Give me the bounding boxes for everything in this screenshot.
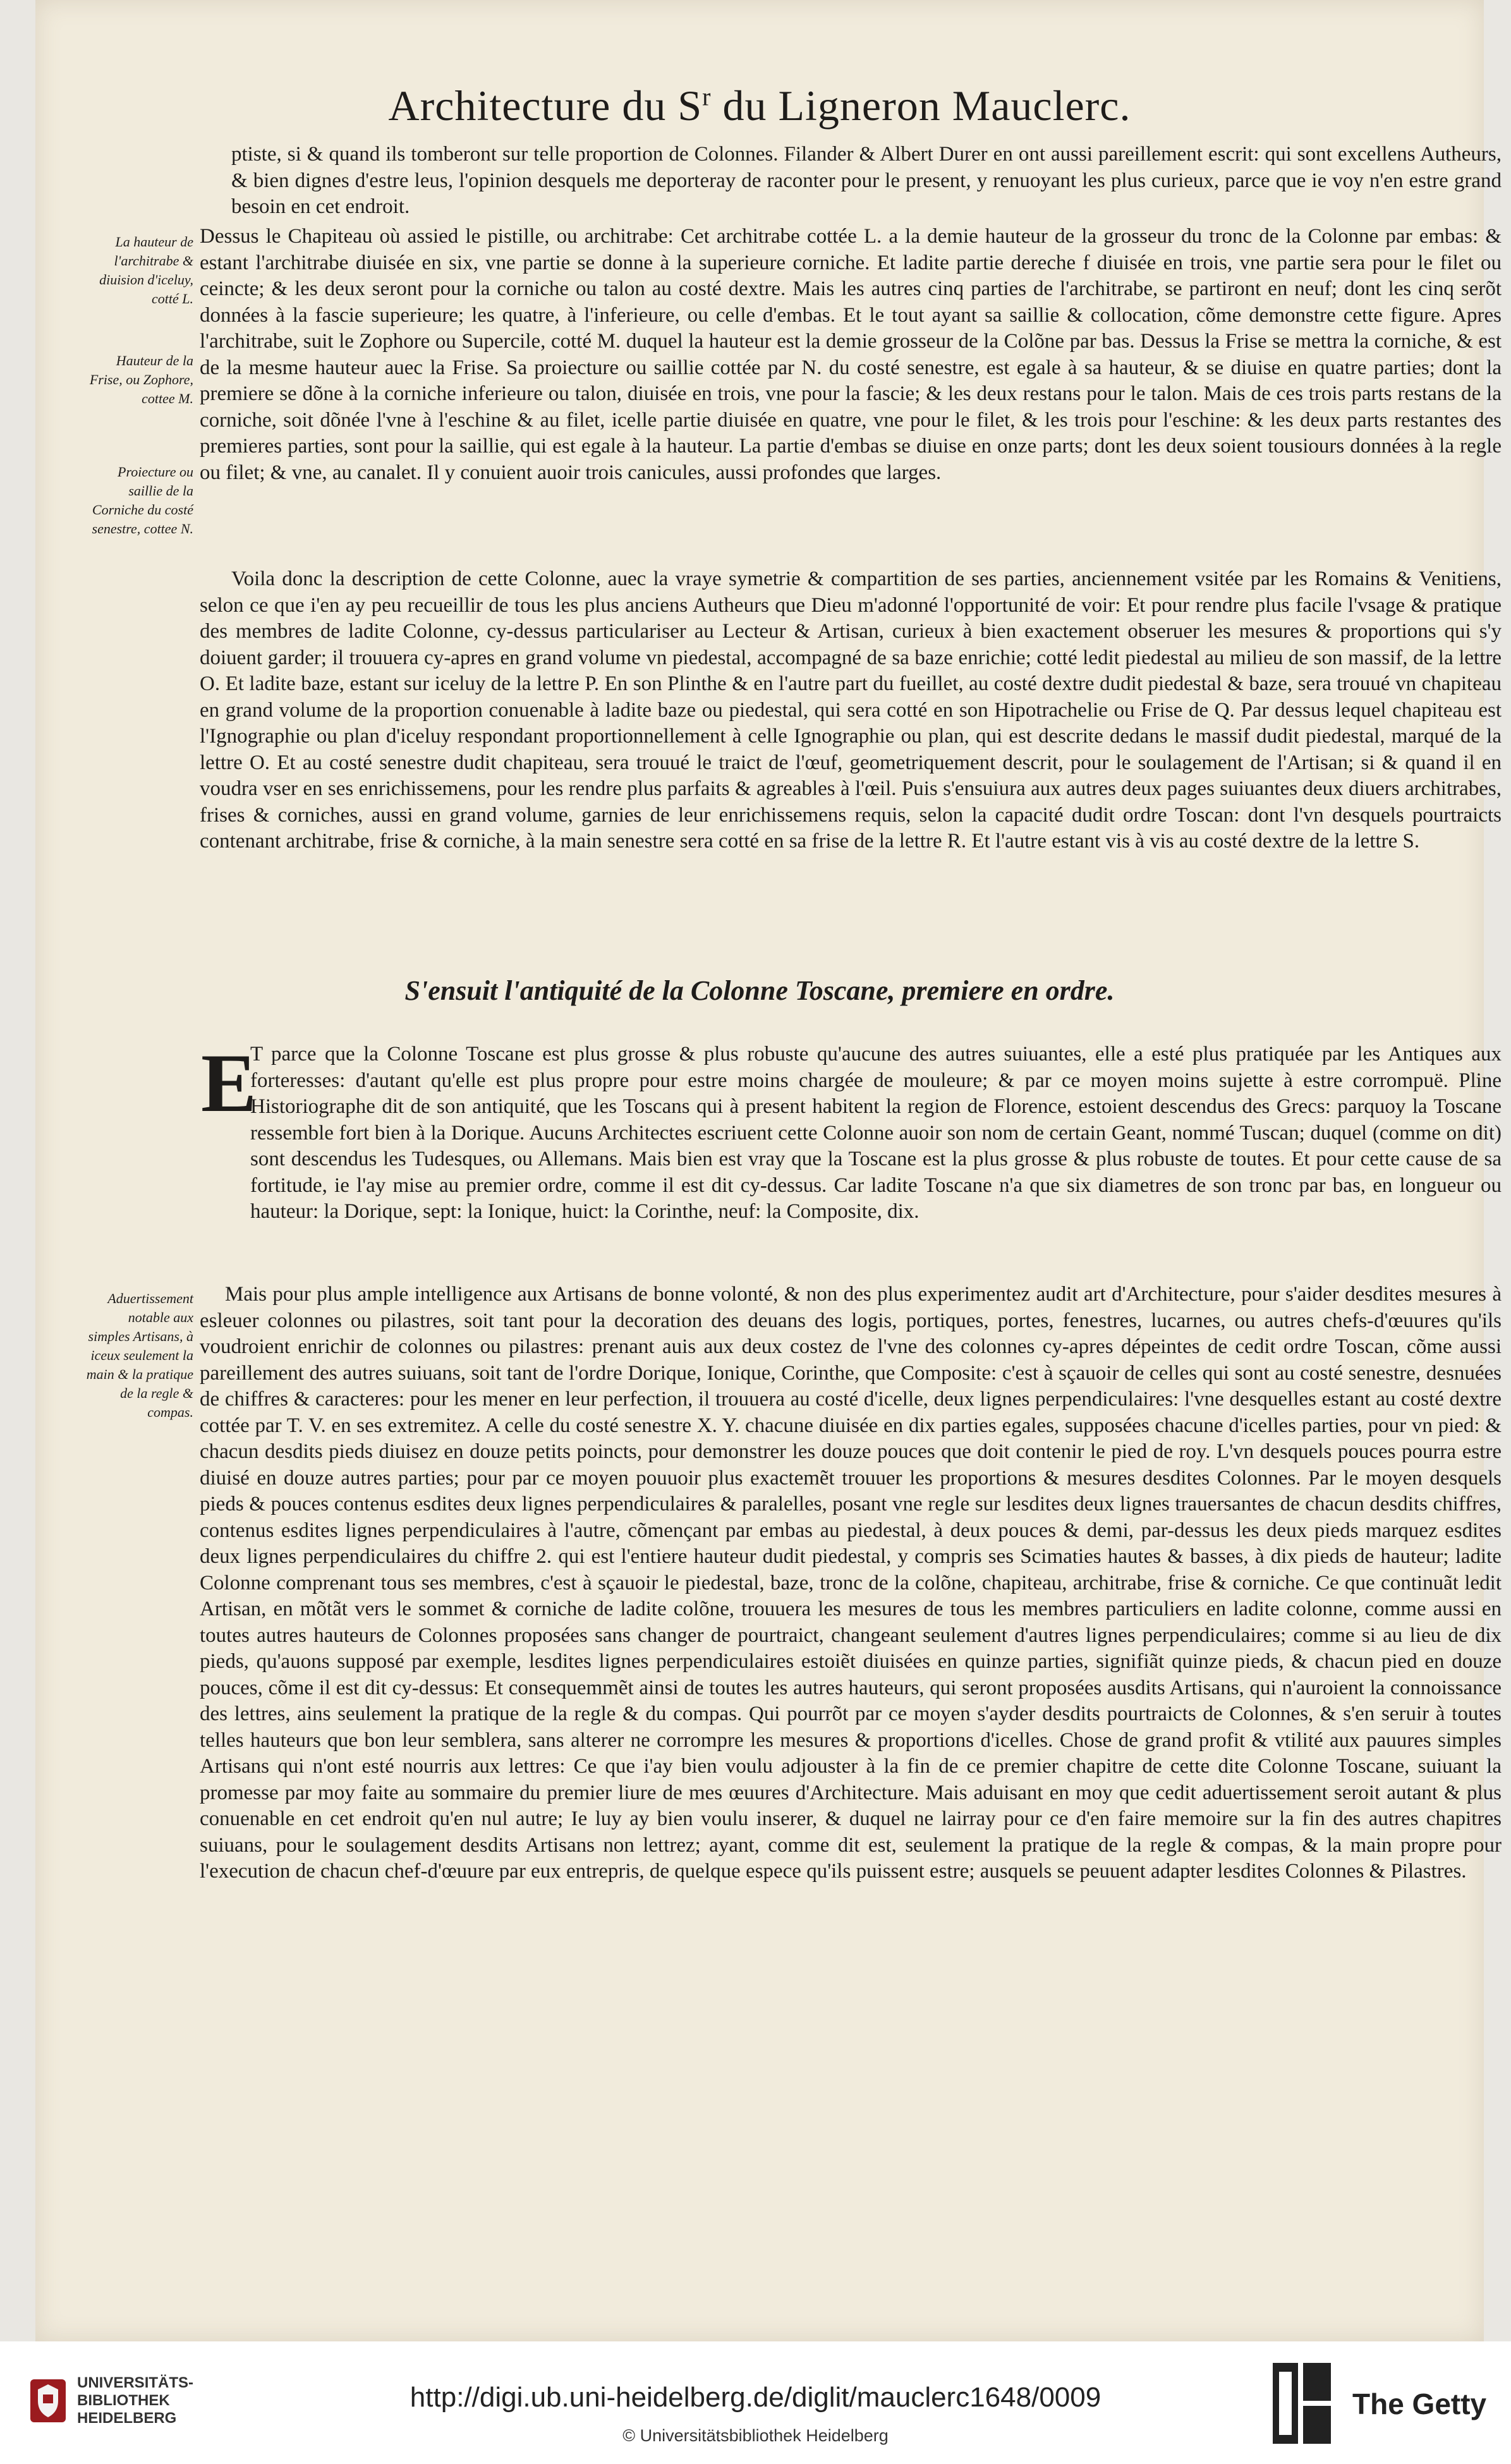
paragraph-aduertissement: Mais pour plus ample intelligence aux Artisans de bonne volonté, & non des plus experimentez audit art d'Architecture, pour s'aider desdites mesures à esleuer colonnes ou pilastres, soit tant pour la decoration des deuans des logis, portiques, portes, fenestres, lucarnes, ou autres chefs-d'œuures qu'ils voudroient enrichir de colonnes ou pilastres: prenant auis aux deux costez de l'vne des colonnes cy-apres dépeintes de cedit ordre Toscan, cõme aussi pareillement des autres suiuans, soit tant de l'ordre Dorique, Ionique, Corinthe, que Composite: c'est à sçauoir de celles qui sont au costé senestre, desnuées de chiffres & caracteres: pour les mener en leur perfection, il trouuera au costé d'icelle, deux lignes perpendiculaires: l'vne desquelles estant au costé dextre cottée par T. V. en ses extremitez. A celle du costé senestre X. Y. chacune diuisée en dix parties egales, supposées chacune d'icelles parties, pour vn pied: & chacun desdits pieds diuisez en douze petits poincts, pour demonstrer les douze pouces que doit contenir le pied de roy. L'vn desquels pouces pourra estre diuisé en douze autres parties; pour par ce moyen pouuoir plus exactemẽt trouuer les proportions & mesures desdites Colonnes. Par le moyen desquels pieds & pouces contenus esdites deux lignes perpendiculaires & paralelles, posant vne regle sur lesdites deux lignes trauersantes de chacun desdits chiffres, contenus esdites lignes perpendiculaires à l'autre, cõmençant par embas au piedestal, à deux pouces & demi, par-dessus les deux pieds marquez esdites deux lignes perpendiculaires du chiffre 2. qui est l'entiere hauteur dudit piedestal, y compris ses Scimaties hautes & basses, à dix pieds de hauteur; ladite Colonne comprenant tous ses membres, c'est à sçauoir le piedestal, baze, tronc de la colõne, chapiteau, architrabe, frise & corniche. Ce que continuãt ledit Artisan, en mõtãt vers le sommet & corniche de ladite colõne, trouuera les mesures de tous les membres particuliers en ladite colonne, comme aussi en toutes autres hauteurs de Colonnes proposées sans changer de pourtraict, changeant seulement d'autres lignes perpendiculaires; comme si au lieu de dix pieds, qu'auons supposé par exemple, lesdites lignes perpendiculaires estoiẽt diuisées en quinze parties, signifiãt quinze pieds, & chacun pied en douze pouces, cõme il est dit cy-dessus: Et consequemmẽt ainsi de toutes les autres hauteurs, qui seront proposées ausdits Artisans, qui n'auroient la connoissance des lettres, ains seulement la pratique de la regle & du compas. Qui pourrõt par ce moyen s'ayder desdits pourtraicts de Colonnes, & s'en seruir à toutes telles hauteurs que bon leur semblera, sans alterer ne corrompre les mesures & proportions d'icelles. Chose de grand profit & vtilité aux pauures simples Artisans qui n'ont esté nourris aux lettres: Ce que i'ay bien voulu adjouster à la fin de ce premier chapitre de cette dite Colonne Toscane, suiuant la promesse par moy faite au sommaire du premier liure de mes œuures d'Architecture. Mais aduisant en moy que cedit aduertissement seroit autant & plus conuenable en cet endroit qu'en nul autre; Ie luy ay bien voulu inserer, & duquel ne lairray pour ce d'en faire memoire sur la fin des autres chapitres suiuans, pour le soulagement desdits Artisans non lettrez; ayant, comme dit est, seulement la pratique de la regle & compas, & la main propre pour l'execution de chacun chef-d'œuure par eux entrepris, de quelque espece qu'ils puissent estre; ausquels se peuuent adapter lesdites Colonnes & Pilastres. [200, 1283, 1502, 1883]
margin-note-corniche: Proiecture ou saillie de la Corniche du costé senestre, cottee N. [92, 464, 193, 537]
page-header [35, 81, 1484, 131]
section-heading: S'ensuit l'antiquité de la Colonne Toscane, premiere en ordre. [404, 975, 1115, 1006]
header-title-rest: du Ligneron Mauclerc. [711, 82, 1131, 130]
paragraph-architrabe: Dessus le Chapiteau où assied le pistille, ou architrabe: Cet architrabe cottée L. a la demie hauteur de la grosseur du tronc de la Colonne par embas: & estant l'architrabe diuisée en six, vne partie se donne à la superieure corniche. Et ladite partie dereche f diuisée en trois, vne partie sera pour le filet ou ceincte; & les deux seront pour la corniche ou talon au costé dextre. Mais les autres cinq parties de l'architrabe, se partiront en neuf; dont les cinq serõt données à la fascie superieure; les quatre, à l'inferieure, ou celle d'embas. Et le tout ayant sa saillie & collocation, cõme demonstre cette figure. Apres l'architrabe, suit le Zophore ou Supercile, cotté M. duquel la hauteur est la demie grosseur de la Colõne par bas. Dessus la Frise se mettra la corniche, & est de la mesme hauteur auec la Frise. Sa proiecture ou saillie cottée par N. du costé senestre, est egale à sa hauteur, & se diuise en quatre parties; dont la premiere se dõne à la corniche inferieure ou talon, diuisée en trois, vne pour la fascie; & les deux restans pour le talon. Mais de ces trois parts restans de la corniche, soit dõnée l'vne à l'eschine & au filet, icelle partie diuisée en quatre, vne pour le filet, & les trois pour l'eschine: & les deux parts restantes des premieres parties, sont pour la saillie, qui est egale à la hauteur. La partie d'embas se diuise en onze parts; dont les deux soient tousiours données à la regle ou filet; & vne, au canalet. Il y conuient auoir trois canicules, aussi profondes que larges. [200, 225, 1502, 484]
header-title-main: Architecture du S [388, 82, 703, 130]
paragraph-continuation: ptiste, si & quand ils tomberont sur telle proportion de Colonnes. Filander & Albert Durer en ont aussi pareillement escrit: qui sont excellens Autheurs, & bien dignes d'estre leus, l'opinion desquels me deporteray de raconter pour le present, y renuoyant les plus curieux, parce que ie voy n'en estre grand besoin en cet endroit. [231, 143, 1502, 218]
institution-line-1: UNIVERSITÄTS- [77, 2374, 194, 2391]
partner-name: The Getty [1352, 2388, 1487, 2420]
paragraph-antiquite [200, 1096, 1502, 1280]
paragraph-description: Voila donc la description de cette Colonne, auec la vraye symetrie & compartition de ses parties, anciennement vsitée par les Romains & Venitiens, selon ce que i'en ay peu recueillir de tous les plus anciens Autheurs que Dieu m'adonné l'opportunité de voir: Et pour rendre plus facile l'vsage & pratique des membres de ladite Colonne, cy-dessus particulariser au Lecteur & Artisan, curieux à bien exactement obseruer les mesures & proportions qui s'y doiuent garder; il trouuera cy-apres en grand volume vn piedestal, accompagné de sa baze enrichie; cotté ledit piedestal au milieu de son massif, de la lettre O. Et ladite baze, estant sur iceluy de la lettre P. En son Plinthe & en l'autre part du fueillet, au costé dextre dudit piedestal & baze, sera trouué vn chapiteau en grand volume de la proportion conuenable à ladite baze ou piedestal, qui sera cotté en son Hipotrachelie ou Frise de Q. Par dessus lequel chapiteau est l'Ignographie ou plan d'iceluy respondant proportionnellement à celle Ignographie ou plan, qui est descrite dedans le massif dudit piedestal, marqué de la lettre O. Et au costé senestre dudit chapiteau, sera trouué le traict de l'œuf, geometriquement descrit, pour le soulagement de l'Artisan; si & quand il en voudra vser en ses enrichissemens, pour les rendre plus parfaits & agreables à l'œil. Puis s'ensuiura aux autres deux pages suiuantes deux diuers architrabes, frises & corniches, aussi en grand volume, garnies de leur enrichissemens requis, selon la capacité dudit ordre Toscan: dont l'vn desquels pourtraicts contenant architrabe, frise & corniche, à la main senestre sera cotté en sa frise de la lettre R. Et l'autre estant vis à vis au costé dextre de la lettre S. [200, 567, 1502, 853]
paragraph-antiquite-lead: T parce que la Colonne Toscane est plus grosse & plus robuste qu'aucune des autres suiuantes, elle a esté plus pratiquée par les Antiques aux forteresses: d'autant qu'elle est plus propre pour estre moins chargée de mouleure; & par ce moyen moins sujette à estre corrompuë. Pline Historiographe dit de son antiquité, que les Toscans qui à present habitent la region de Florence, estoient descendus des Grecs: parquoy la Toscane ressemble fort bien à la Dorique. Aucuns Architectes escriuent cette Colonne auoir son nom de certain Geant, nommé Tuscan; duquel (comme on dit) sont descendus les Tudesques, ou Allemans. Mais bien est vray que la Toscane est la plus grosse & plus robuste de toutes. Et pour cette cause de sa fortitude, ie l'ay mise au premier ordre, comme il est dit cy-dessus. Car ladite Toscane n'a que six diametres de son tronc par bas, en longueur ou hauteur: la Dorique, sept: la Ionique, huict: la Corinthe, neuf: la Composite, dix. [250, 1043, 1502, 1223]
getty-logo-icon [1269, 2359, 1335, 2448]
scanned-page [35, 0, 1502, 2341]
copyright-text: © Universitätsbibliothek Heidelberg [622, 2426, 889, 2445]
margin-note-frise: Hauteur de la Frise, ou Zophore, cottee M. [89, 353, 193, 406]
drop-cap: E [201, 1036, 257, 1129]
margin-note-architrabe: La hauteur de l'architrabe & diuision d'iceluy, cotté L. [99, 234, 193, 306]
margin-note-aduertissement: Aduertissement notable aux simples Artisans, à iceux seulement la main & la pratique de la regle & compas. [86, 1290, 193, 1420]
header-title-sup: r [702, 82, 712, 111]
page-url[interactable]: http://digi.ub.uni-heidelberg.de/diglit/mauclerc1648/0009 [410, 2382, 1101, 2413]
institution-line-2: BIBLIOTHEK [77, 2392, 170, 2409]
institution-line-3: HEIDELBERG [77, 2410, 177, 2427]
footer-bar [0, 2341, 1511, 2464]
